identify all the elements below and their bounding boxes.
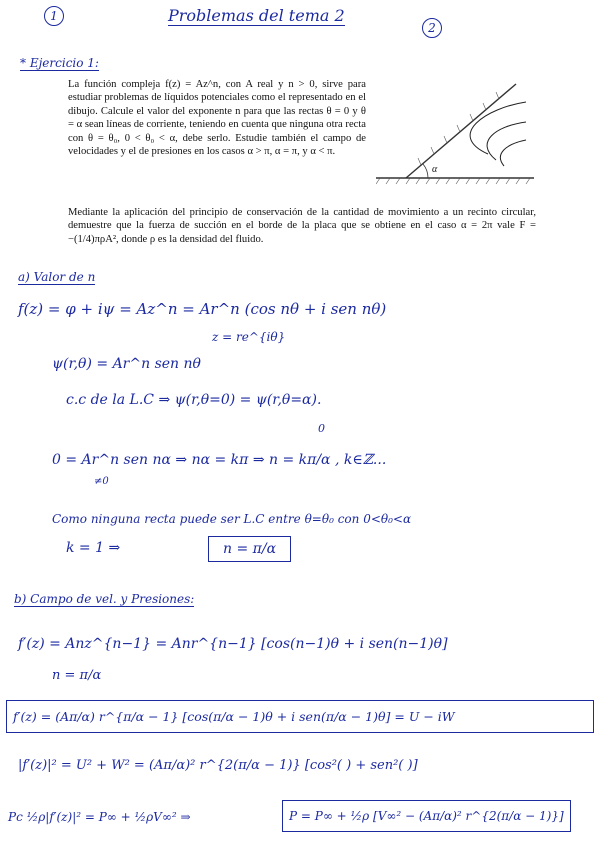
part-a-sub: z = re^{iθ} [212, 330, 286, 344]
part-a-line4-sub: ≠0 [94, 476, 109, 487]
part-b-line2: n = π/α [52, 668, 102, 683]
page-title: Problemas del tema 2 [168, 6, 345, 25]
part-a-heading: a) Valor de n [18, 270, 96, 284]
exercise-statement: La función compleja f(z) = Az^n, con A real y n > 0, sirve para estudiar problemas de líquidos potenciales como el representado en el dibujo. Calcule el valor del exponente n para que las rectas θ = 0 y θ = α sean líneas de corriente, teniendo en cuenta que ninguna otra recta con θ = θ₀, 0 < θ₀ < α, debe serlo. Estudie también el campo de velocidades y el de presiones en los casos α > π, α = π, y α < π. [68, 79, 366, 158]
exercise-heading: * Ejercicio 1: [20, 56, 99, 70]
part-b-line5: Pc ½ρ|f′(z)|² = P∞ + ½ρV∞² ⇒ [8, 810, 191, 824]
part-a-line1: f(z) = φ + iψ = Az^n = Ar^n (cos nθ + i sen nθ) [18, 300, 387, 318]
part-a-result: n = π/α [208, 536, 291, 562]
part-a-line4: 0 = Ar^n sen nα ⇒ nα = kπ ⇒ n = kπ/α , k∈ℤ... [52, 452, 387, 468]
svg-text:α: α [432, 164, 438, 175]
exercise-statement-2: Mediante la aplicación del principio de conservación de la cantidad de movimiento a un recinto circular, demuestre que la fuerza de succión en el borde de la placa que se obtiene en el caso α = 2π vale F = −(1/4)πρA², donde ρ es la densidad del fluido. [68, 207, 536, 245]
part-b-line5-result: P = P∞ + ½ρ [V∞² − (Aπ/α)² r^{2(π/α − 1)}] [282, 800, 571, 832]
part-a-line5: Como ninguna recta puede ser L.C entre θ=θ₀ con 0<θ₀<α [52, 512, 412, 526]
part-a-line3-zero: 0 [318, 422, 325, 435]
page-number-left: 1 [44, 6, 64, 26]
page-number-right: 2 [422, 18, 442, 38]
flow-figure [376, 80, 536, 188]
part-a-line2: ψ(r,θ) = Ar^n sen nθ [52, 356, 201, 372]
part-b-heading: b) Campo de vel. y Presiones: [14, 592, 195, 606]
part-b-line4: |f′(z)|² = U² + W² = (Aπ/α)² r^{2(π/α − 1)} [cos²( ) + sen²( )] [18, 758, 418, 773]
part-a-line6: k = 1 ⇒ [66, 540, 121, 556]
part-b-line1: f′(z) = Anz^{n−1} = Anr^{n−1} [cos(n−1)θ + i sen(n−1)θ] [18, 636, 448, 652]
part-b-line3: f′(z) = (Aπ/α) r^{π/α − 1} [cos(π/α − 1)θ + i sen(π/α − 1)θ] = U − iW [6, 700, 594, 733]
part-a-line3: c.c de la L.C ⇒ ψ(r,θ=0) = ψ(r,θ=α). [66, 392, 322, 408]
